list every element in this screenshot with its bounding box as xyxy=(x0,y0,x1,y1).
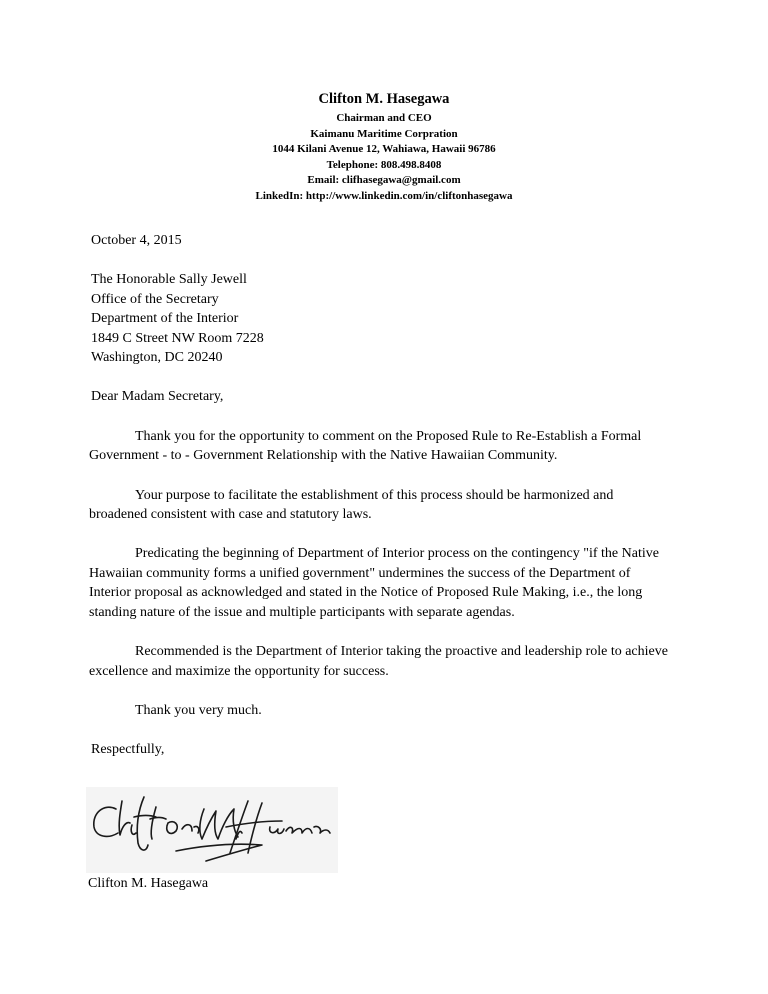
recipient-line: Office of the Secretary xyxy=(91,291,219,307)
signer-name: Clifton M. Hasegawa xyxy=(88,876,209,891)
letterhead xyxy=(0,89,768,204)
recipient-line: Department of the Interior xyxy=(91,311,239,327)
letter-body xyxy=(91,231,671,760)
letterhead-name: Clifton M. Hasegawa xyxy=(318,91,450,107)
body-paragraph: Recommended is the Department of Interior taking the proactive and leadership role to achieve excellence and maximize the opportunity for success. xyxy=(89,644,668,679)
letterhead-title: Chairman and CEO xyxy=(336,112,432,124)
thank-you-line: Thank you very much. xyxy=(135,702,262,718)
letterhead-telephone: Telephone: 808.498.8408 xyxy=(326,158,442,171)
recipient-address xyxy=(91,270,671,367)
body-paragraph: Your purpose to facilitate the establishment of this process should be harmonized and broadened consistent with case and statutory laws. xyxy=(89,487,614,523)
letterhead-company: Kaimanu Maritime Corpration xyxy=(310,127,458,140)
recipient-line: 1849 C Street NW Room 7228 xyxy=(91,330,264,346)
letterhead-address: 1044 Kilani Avenue 12, Wahiawa, Hawaii 96786 xyxy=(272,143,496,155)
handwritten-signature xyxy=(86,787,338,873)
letterhead-linkedin: LinkedIn: http://www.linkedin.com/in/cliftonhasegawa xyxy=(255,189,513,202)
recipient-line: Washington, DC 20240 xyxy=(91,350,223,366)
closing: Respectfully, xyxy=(91,742,165,758)
letter-date: October 4, 2015 xyxy=(91,233,182,248)
letterhead-email: Email: clifhasegawa@gmail.com xyxy=(307,174,461,186)
salutation: Dear Madam Secretary, xyxy=(91,389,224,405)
body-paragraph: Thank you for the opportunity to comment on the Proposed Rule to Re-Establish a Formal Government - to - Government Relationship with the Native Hawaiian Community. xyxy=(89,428,642,464)
recipient-line: The Honorable Sally Jewell xyxy=(91,272,247,288)
body-paragraph: Predicating the beginning of Department of Interior process on the contingency "if the Native Hawaiian community forms a unified government" undermines the success of the Department of Interior proposal as acknowledged and stated in the Notice of Proposed Rule Making, i.e., the long standing nature of the issue and multiple participants with separate agendas. xyxy=(89,546,659,620)
